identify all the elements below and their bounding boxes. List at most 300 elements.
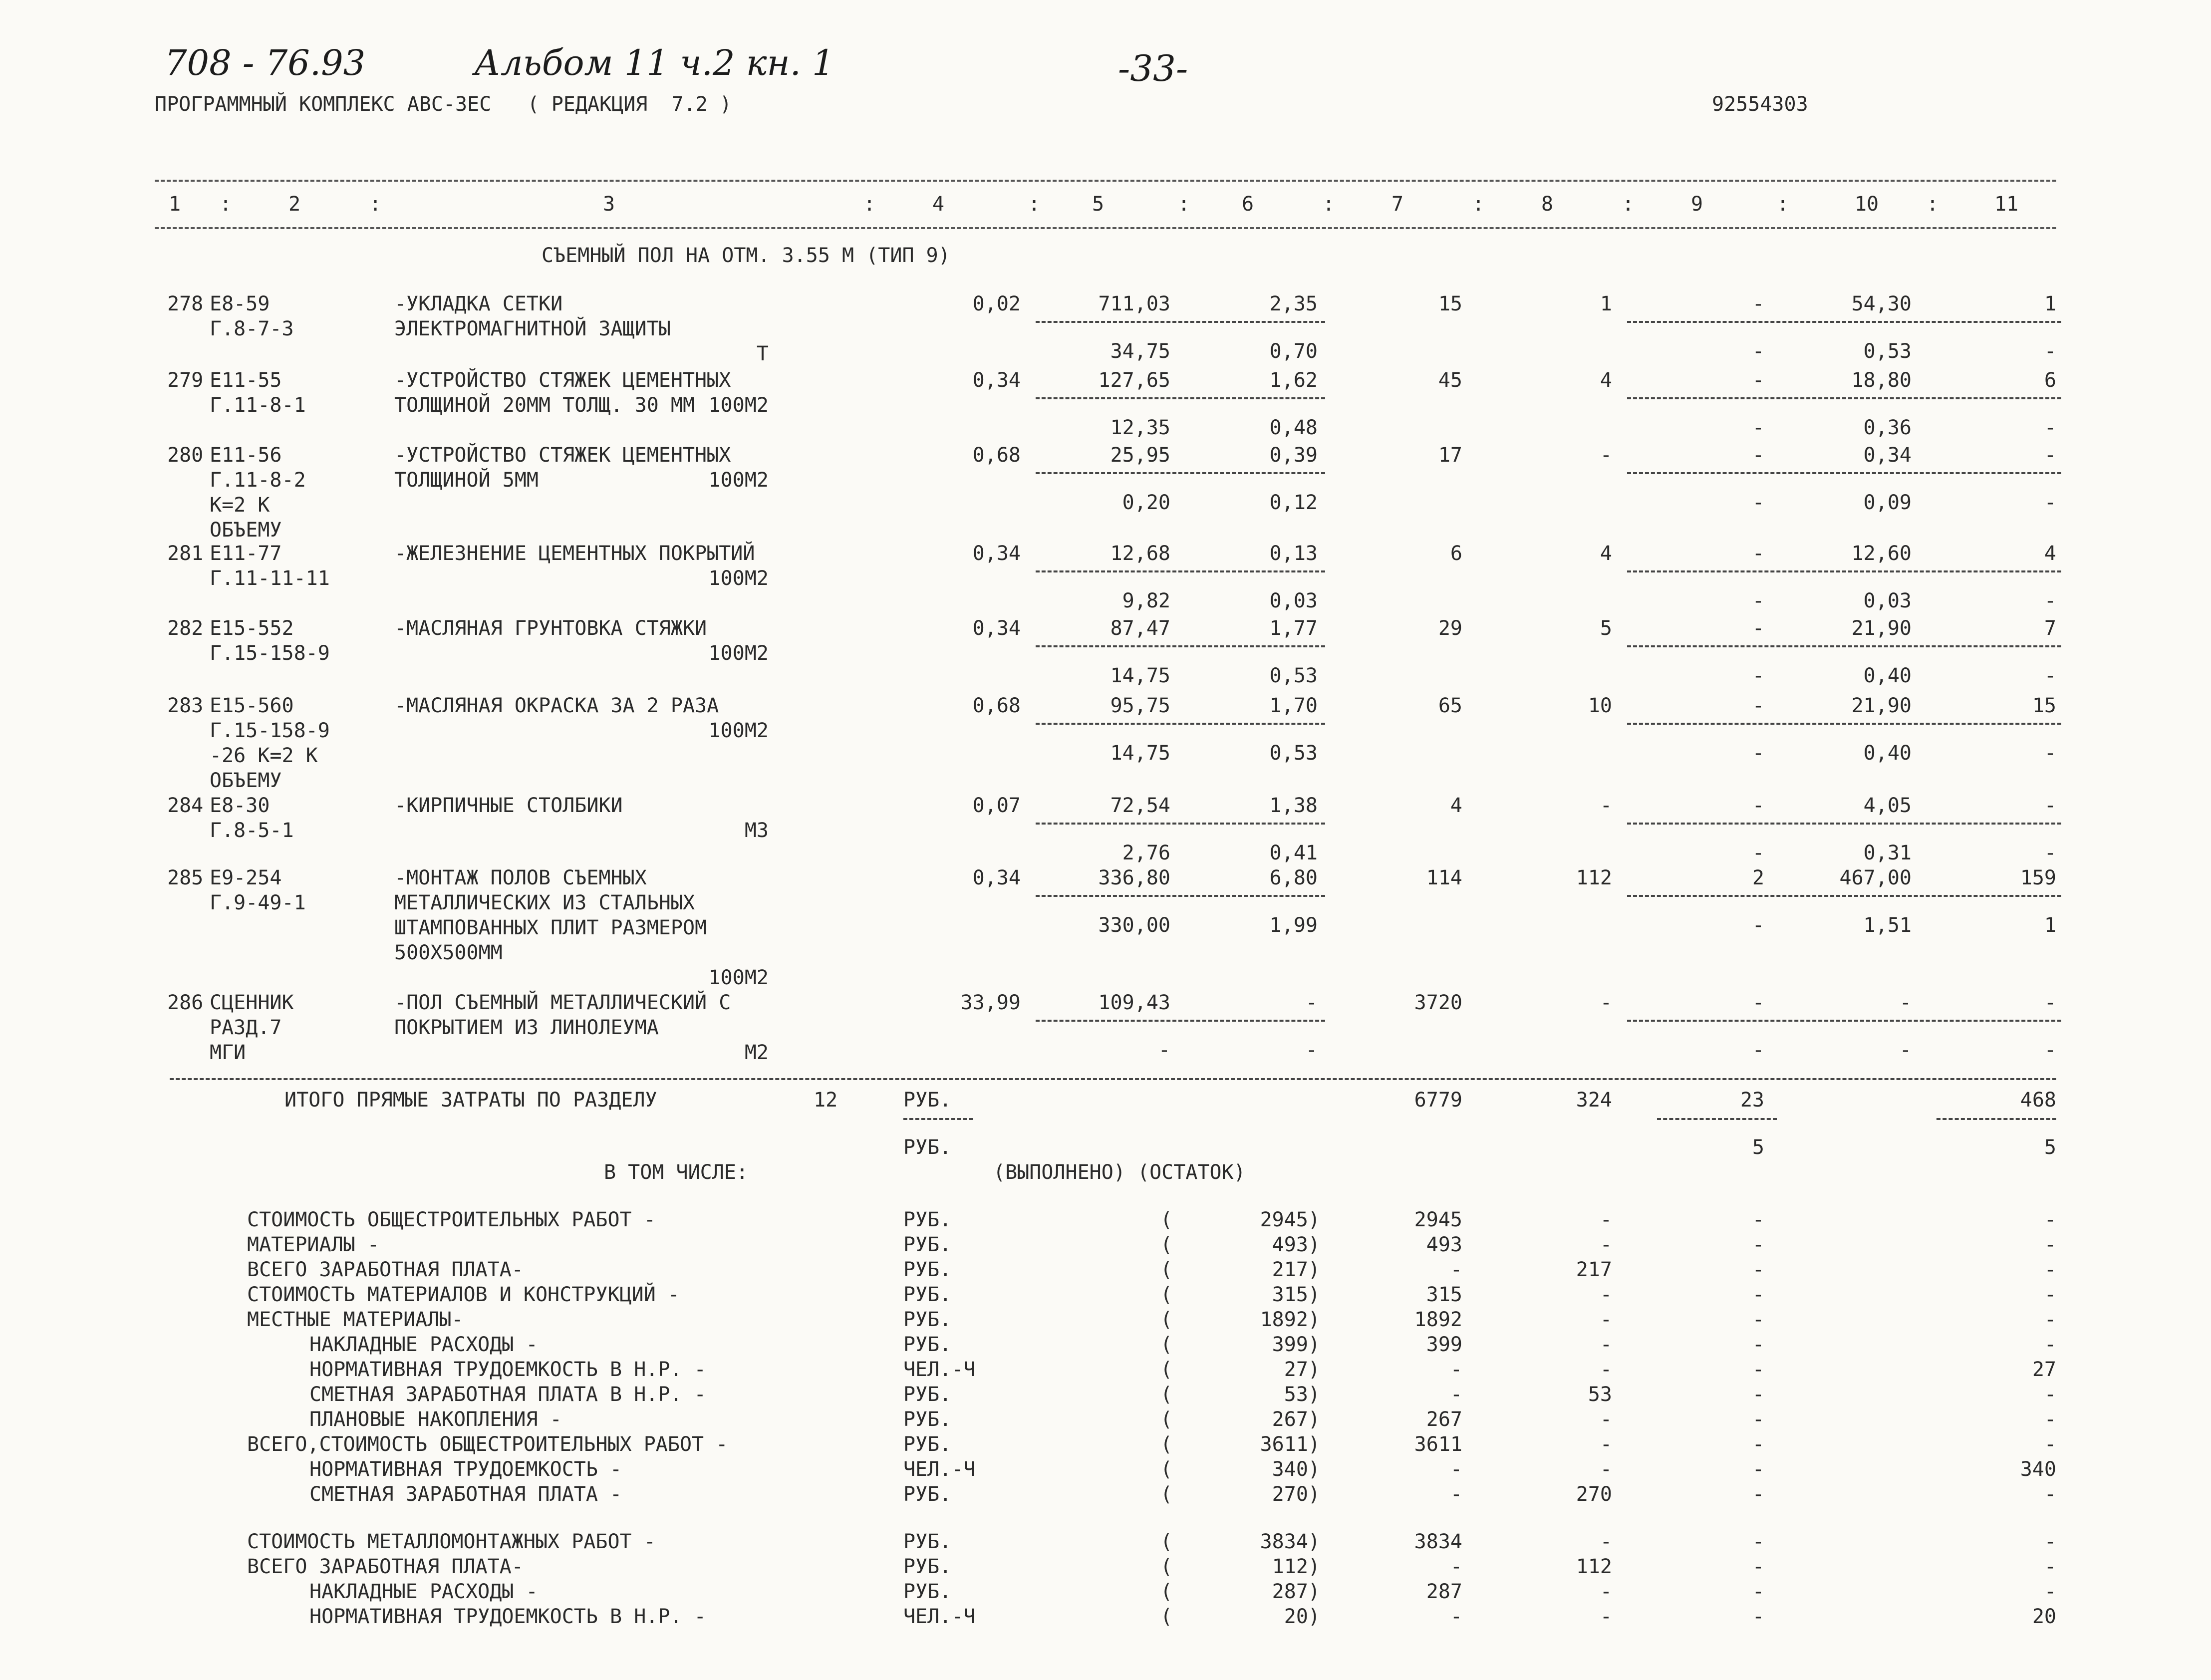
row-col10-wages: 0,31 bbox=[1863, 841, 1912, 864]
row-col6-wages: 0,48 bbox=[1269, 416, 1318, 439]
row-col8: 4 bbox=[1600, 542, 1612, 565]
summary-unit: РУБ. bbox=[903, 1333, 952, 1356]
row-col7: 65 bbox=[1438, 694, 1462, 717]
summary-col8: - bbox=[1600, 1605, 1612, 1628]
row-col5-total: 127,65 bbox=[1098, 369, 1170, 392]
summary-label: ПЛАНОВЫЕ НАКОПЛЕНИЯ - bbox=[309, 1408, 562, 1431]
row-col8: 10 bbox=[1588, 694, 1612, 717]
row-col11-wages: - bbox=[2044, 491, 2056, 514]
summary-paren-open: ( bbox=[1160, 1555, 1173, 1578]
summary-paren-open: ( bbox=[1160, 1605, 1173, 1628]
header-rule-bottom bbox=[155, 227, 2056, 229]
row-col10-wages: - bbox=[1899, 1039, 1912, 1062]
summary-col8: - bbox=[1600, 1233, 1612, 1256]
summary-col8: 112 bbox=[1576, 1555, 1612, 1578]
row-description: 500Х500ММ bbox=[394, 941, 503, 964]
column-separator: : bbox=[369, 193, 382, 216]
row-col10-total: 467,00 bbox=[1839, 866, 1912, 889]
row-code: Г.11-11-11 bbox=[210, 567, 330, 590]
row-divider bbox=[1627, 1020, 2061, 1022]
row-quantity: 33,99 bbox=[960, 991, 1021, 1014]
row-code: ОБЪЕМУ bbox=[210, 519, 282, 542]
row-code: Г.15-158-9 bbox=[210, 719, 330, 742]
row-unit: 100М2 bbox=[708, 966, 769, 989]
row-col5-total: 87,47 bbox=[1110, 617, 1170, 640]
row-col10-wages: 0,03 bbox=[1863, 589, 1912, 612]
row-number: 282 bbox=[167, 617, 204, 640]
row-unit: Т bbox=[756, 342, 769, 365]
summary-paren-value: 287) bbox=[1272, 1580, 1320, 1603]
summary-paren-value: 2945) bbox=[1260, 1208, 1320, 1231]
column-number-7: 7 bbox=[1391, 193, 1404, 216]
row-unit: 100М2 bbox=[708, 642, 769, 665]
summary-paren-value: 315) bbox=[1272, 1283, 1320, 1306]
row-col9-total: - bbox=[1752, 794, 1764, 817]
summary-col8: 270 bbox=[1576, 1483, 1612, 1506]
summary-unit: ЧЕЛ.-Ч bbox=[903, 1358, 976, 1381]
row-number: 279 bbox=[167, 369, 204, 392]
summary-col7: 315 bbox=[1426, 1283, 1462, 1306]
totals-col7: 6779 bbox=[1414, 1089, 1462, 1112]
summary-col7: 267 bbox=[1426, 1408, 1462, 1431]
summary-paren-value: 270) bbox=[1272, 1483, 1320, 1506]
row-code: Е11-55 bbox=[210, 369, 282, 392]
row-code: Г.8-7-3 bbox=[210, 317, 294, 340]
totals-incl-label: В ТОМ ЧИСЛЕ: bbox=[604, 1161, 748, 1184]
totals-rule bbox=[170, 1078, 2056, 1080]
row-col8: 1 bbox=[1600, 292, 1612, 315]
summary-col7: - bbox=[1450, 1383, 1462, 1406]
row-col5-total: 711,03 bbox=[1098, 292, 1170, 315]
row-col6-wages: 1,99 bbox=[1269, 914, 1318, 937]
row-description: -УКЛАДКА СЕТКИ bbox=[394, 292, 563, 315]
summary-col9: - bbox=[1752, 1383, 1764, 1406]
row-col10-total: 18,80 bbox=[1851, 369, 1912, 392]
row-unit: 100М2 bbox=[708, 394, 769, 417]
row-col9-wages: - bbox=[1752, 1039, 1764, 1062]
summary-paren-open: ( bbox=[1160, 1333, 1173, 1356]
column-separator: : bbox=[1472, 193, 1485, 216]
row-quantity: 0,34 bbox=[972, 369, 1021, 392]
row-description: ТОЛЩИНОЙ 5ММ bbox=[394, 469, 539, 492]
row-number: 285 bbox=[167, 866, 204, 889]
row-divider bbox=[1627, 472, 2061, 474]
summary-paren-open: ( bbox=[1160, 1433, 1173, 1456]
row-col11-wages: - bbox=[2044, 742, 2056, 765]
row-col6-wages: 0,70 bbox=[1269, 340, 1318, 363]
summary-col11: - bbox=[2044, 1258, 2056, 1281]
row-unit: 100М2 bbox=[708, 469, 769, 492]
totals-divider bbox=[1936, 1118, 2056, 1120]
summary-col8: - bbox=[1600, 1530, 1612, 1553]
totals-col8: 324 bbox=[1576, 1089, 1612, 1112]
row-col7: 4 bbox=[1450, 794, 1462, 817]
summary-label: НОРМАТИВНАЯ ТРУДОЕМКОСТЬ - bbox=[309, 1458, 622, 1481]
summary-paren-value: 217) bbox=[1272, 1258, 1320, 1281]
summary-col11: - bbox=[2044, 1283, 2056, 1306]
summary-col7: - bbox=[1450, 1258, 1462, 1281]
row-divider bbox=[1036, 397, 1325, 399]
summary-col7: 3611 bbox=[1414, 1433, 1462, 1456]
row-col11-wages: - bbox=[2044, 664, 2056, 687]
row-col10-total: - bbox=[1899, 991, 1912, 1014]
summary-paren-open: ( bbox=[1160, 1530, 1173, 1553]
row-description: -МАСЛЯНАЯ ОКРАСКА ЗА 2 РАЗА bbox=[394, 694, 719, 717]
summary-col7: - bbox=[1450, 1555, 1462, 1578]
row-col9-wages: - bbox=[1752, 340, 1764, 363]
summary-paren-value: 493) bbox=[1272, 1233, 1320, 1256]
row-col5-total: 336,80 bbox=[1098, 866, 1170, 889]
row-col9-wages: - bbox=[1752, 841, 1764, 864]
row-col10-total: 12,60 bbox=[1851, 542, 1912, 565]
summary-label: ВСЕГО ЗАРАБОТНАЯ ПЛАТА- bbox=[247, 1555, 524, 1578]
row-col11-total: - bbox=[2044, 991, 2056, 1014]
summary-col8: - bbox=[1600, 1283, 1612, 1306]
column-number-11: 11 bbox=[1994, 193, 2019, 216]
row-col8: 5 bbox=[1600, 617, 1612, 640]
row-code: -26 К=2 К bbox=[210, 744, 318, 767]
row-col11-total: - bbox=[2044, 444, 2056, 467]
row-col5-total: 25,95 bbox=[1110, 444, 1170, 467]
row-code: Е8-59 bbox=[210, 292, 270, 315]
summary-label: СМЕТНАЯ ЗАРАБОТНАЯ ПЛАТА - bbox=[309, 1483, 622, 1506]
summary-paren-value: 3834) bbox=[1260, 1530, 1320, 1553]
row-col6-total: - bbox=[1305, 991, 1318, 1014]
row-divider bbox=[1627, 823, 2061, 825]
row-col11-total: 15 bbox=[2032, 694, 2056, 717]
summary-col7: - bbox=[1450, 1458, 1462, 1481]
row-description: -МАСЛЯНАЯ ГРУНТОВКА СТЯЖКИ bbox=[394, 617, 707, 640]
summary-col9: - bbox=[1752, 1333, 1764, 1356]
column-separator: : bbox=[220, 193, 232, 216]
summary-label: ВСЕГО ЗАРАБОТНАЯ ПЛАТА- bbox=[247, 1258, 524, 1281]
column-number-2: 2 bbox=[288, 193, 301, 216]
summary-paren-value: 399) bbox=[1272, 1333, 1320, 1356]
row-col10-total: 0,34 bbox=[1863, 444, 1912, 467]
row-col9-wages: - bbox=[1752, 491, 1764, 514]
row-code: Г.9-49-1 bbox=[210, 891, 306, 914]
handwritten-page-number: -33- bbox=[1118, 47, 1188, 89]
row-col6-total: 1,38 bbox=[1269, 794, 1318, 817]
summary-label: СТОИМОСТЬ МАТЕРИАЛОВ И КОНСТРУКЦИЙ - bbox=[247, 1283, 680, 1306]
row-col5-wages: 34,75 bbox=[1110, 340, 1170, 363]
summary-unit: ЧЕЛ.-Ч bbox=[903, 1458, 976, 1481]
summary-paren-value: 267) bbox=[1272, 1408, 1320, 1431]
row-code: К=2 К bbox=[210, 494, 270, 517]
summary-col9: - bbox=[1752, 1233, 1764, 1256]
program-title: ПРОГРАММНЫЙ КОМПЛЕКС АВС-ЗЕС ( РЕДАКЦИЯ 7.2 ) bbox=[155, 93, 732, 116]
summary-col11: - bbox=[2044, 1433, 2056, 1456]
summary-unit: РУБ. bbox=[903, 1233, 952, 1256]
row-col9-total: - bbox=[1752, 991, 1764, 1014]
column-separator: : bbox=[1323, 193, 1335, 216]
row-divider bbox=[1036, 570, 1325, 572]
row-col7: 114 bbox=[1426, 866, 1462, 889]
row-description: -ПОЛ СЪЕМНЫЙ МЕТАЛЛИЧЕСКИЙ С bbox=[394, 991, 731, 1014]
row-number: 280 bbox=[167, 444, 204, 467]
row-code: МГИ bbox=[210, 1041, 246, 1064]
row-col9-total: - bbox=[1752, 617, 1764, 640]
row-col11-wages: 1 bbox=[2044, 914, 2056, 937]
summary-paren-value: 53) bbox=[1284, 1383, 1320, 1406]
summary-col7: - bbox=[1450, 1483, 1462, 1506]
summary-col11: - bbox=[2044, 1308, 2056, 1331]
row-col5-wages: 2,76 bbox=[1122, 841, 1170, 864]
summary-col8: 217 bbox=[1576, 1258, 1612, 1281]
summary-label: СТОИМОСТЬ ОБЩЕСТРОИТЕЛЬНЫХ РАБОТ - bbox=[247, 1208, 656, 1231]
row-code: Е15-552 bbox=[210, 617, 294, 640]
column-separator: : bbox=[1622, 193, 1635, 216]
summary-col11: - bbox=[2044, 1530, 2056, 1553]
column-number-8: 8 bbox=[1541, 193, 1554, 216]
summary-col11: - bbox=[2044, 1333, 2056, 1356]
summary-unit: РУБ. bbox=[903, 1530, 952, 1553]
row-col5-wages: 14,75 bbox=[1110, 664, 1170, 687]
summary-unit: РУБ. bbox=[903, 1258, 952, 1281]
row-description: -КИРПИЧНЫЕ СТОЛБИКИ bbox=[394, 794, 623, 817]
summary-col9: - bbox=[1752, 1530, 1764, 1553]
summary-col8: - bbox=[1600, 1408, 1612, 1431]
row-col7: 6 bbox=[1450, 542, 1462, 565]
row-col10-wages: 0,09 bbox=[1863, 491, 1912, 514]
row-description: МЕТАЛЛИЧЕСКИХ ИЗ СТАЛЬНЫХ bbox=[394, 891, 695, 914]
summary-unit: РУБ. bbox=[903, 1208, 952, 1231]
row-unit: М3 bbox=[744, 819, 769, 842]
summary-paren-value: 340) bbox=[1272, 1458, 1320, 1481]
column-number-10: 10 bbox=[1854, 193, 1879, 216]
row-quantity: 0,07 bbox=[972, 794, 1021, 817]
row-col5-total: 72,54 bbox=[1110, 794, 1170, 817]
row-col9-total: - bbox=[1752, 292, 1764, 315]
row-col6-total: 0,13 bbox=[1269, 542, 1318, 565]
summary-col9: - bbox=[1752, 1258, 1764, 1281]
row-unit: 100М2 bbox=[708, 719, 769, 742]
column-separator: : bbox=[1028, 193, 1041, 216]
row-col10-wages: 0,40 bbox=[1863, 742, 1912, 765]
row-col5-total: 109,43 bbox=[1098, 991, 1170, 1014]
row-unit: 100М2 bbox=[708, 567, 769, 590]
row-col9-total: - bbox=[1752, 444, 1764, 467]
summary-col8: - bbox=[1600, 1208, 1612, 1231]
summary-col9: - bbox=[1752, 1308, 1764, 1331]
row-description: ШТАМПОВАННЫХ ПЛИТ РАЗМЕРОМ bbox=[394, 916, 707, 939]
summary-col9: - bbox=[1752, 1580, 1764, 1603]
row-quantity: 0,34 bbox=[972, 617, 1021, 640]
summary-label: МЕСТНЫЕ МАТЕРИАЛЫ- bbox=[247, 1308, 464, 1331]
row-col6-total: 0,39 bbox=[1269, 444, 1318, 467]
row-col10-wages: 0,36 bbox=[1863, 416, 1912, 439]
row-code: Е8-30 bbox=[210, 794, 270, 817]
summary-paren-open: ( bbox=[1160, 1233, 1173, 1256]
row-code: Е11-56 bbox=[210, 444, 282, 467]
row-quantity: 0,02 bbox=[972, 292, 1021, 315]
row-col5-wages: 14,75 bbox=[1110, 742, 1170, 765]
row-number: 284 bbox=[167, 794, 204, 817]
totals-unit-2: РУБ. bbox=[903, 1136, 952, 1159]
summary-paren-value: 20) bbox=[1284, 1605, 1320, 1628]
row-col7: 17 bbox=[1438, 444, 1462, 467]
row-divider bbox=[1036, 823, 1325, 825]
summary-col8: - bbox=[1600, 1433, 1612, 1456]
row-col6-wages: 0,53 bbox=[1269, 664, 1318, 687]
doc-code: 92554303 bbox=[1712, 93, 1808, 116]
row-code: Е15-560 bbox=[210, 694, 294, 717]
row-divider bbox=[1627, 645, 2061, 647]
row-code: Г.15-158-9 bbox=[210, 642, 330, 665]
column-number-5: 5 bbox=[1092, 193, 1105, 216]
totals-divider bbox=[1657, 1118, 1777, 1120]
row-col6-total: 1,62 bbox=[1269, 369, 1318, 392]
row-col10-total: 4,05 bbox=[1863, 794, 1912, 817]
summary-label: НОРМАТИВНАЯ ТРУДОЕМКОСТЬ В Н.Р. - bbox=[309, 1605, 706, 1628]
row-col5-wages: - bbox=[1158, 1039, 1170, 1062]
row-col9-total: - bbox=[1752, 542, 1764, 565]
summary-unit: РУБ. bbox=[903, 1555, 952, 1578]
row-code: Г.8-5-1 bbox=[210, 819, 294, 842]
row-number: 278 bbox=[167, 292, 204, 315]
summary-col11: - bbox=[2044, 1483, 2056, 1506]
handwritten-album: Альбом 11 ч.2 кн. 1 bbox=[474, 42, 834, 83]
summary-unit: РУБ. bbox=[903, 1483, 952, 1506]
summary-paren-open: ( bbox=[1160, 1308, 1173, 1331]
row-code: Г.11-8-1 bbox=[210, 394, 306, 417]
summary-label: СМЕТНАЯ ЗАРАБОТНАЯ ПЛАТА В Н.Р. - bbox=[309, 1383, 706, 1406]
row-col5-wages: 12,35 bbox=[1110, 416, 1170, 439]
row-divider bbox=[1036, 1020, 1325, 1022]
header-rule-top bbox=[155, 180, 2056, 182]
row-description: -УСТРОЙСТВО СТЯЖЕК ЦЕМЕНТНЫХ bbox=[394, 444, 731, 467]
column-number-9: 9 bbox=[1690, 193, 1703, 216]
row-col9-wages: - bbox=[1752, 742, 1764, 765]
summary-col7: - bbox=[1450, 1358, 1462, 1381]
row-quantity: 0,34 bbox=[972, 866, 1021, 889]
row-col5-total: 12,68 bbox=[1110, 542, 1170, 565]
row-col11-total: 4 bbox=[2044, 542, 2056, 565]
summary-col9: - bbox=[1752, 1605, 1764, 1628]
summary-col11: 20 bbox=[2032, 1605, 2056, 1628]
summary-label: СТОИМОСТЬ МЕТАЛЛОМОНТАЖНЫХ РАБОТ - bbox=[247, 1530, 656, 1553]
totals-section: 12 bbox=[814, 1089, 838, 1112]
row-col6-total: 1,70 bbox=[1269, 694, 1318, 717]
row-col5-wages: 0,20 bbox=[1122, 491, 1170, 514]
row-col9-wages: - bbox=[1752, 416, 1764, 439]
row-col8: - bbox=[1600, 444, 1612, 467]
row-col9-wages: - bbox=[1752, 914, 1764, 937]
row-divider bbox=[1036, 472, 1325, 474]
summary-col9: - bbox=[1752, 1208, 1764, 1231]
row-col9-total: 2 bbox=[1752, 866, 1764, 889]
summary-paren-value: 112) bbox=[1272, 1555, 1320, 1578]
row-code: РАЗД.7 bbox=[210, 1016, 282, 1039]
summary-unit: РУБ. bbox=[903, 1580, 952, 1603]
row-col9-wages: - bbox=[1752, 664, 1764, 687]
summary-col8: - bbox=[1600, 1458, 1612, 1481]
summary-paren-value: 3611) bbox=[1260, 1433, 1320, 1456]
totals-divider bbox=[903, 1118, 973, 1120]
summary-col11: - bbox=[2044, 1233, 2056, 1256]
summary-unit: РУБ. bbox=[903, 1283, 952, 1306]
summary-paren-open: ( bbox=[1160, 1208, 1173, 1231]
row-col8: - bbox=[1600, 991, 1612, 1014]
summary-unit: РУБ. bbox=[903, 1383, 952, 1406]
summary-col11: - bbox=[2044, 1580, 2056, 1603]
row-unit: М2 bbox=[744, 1041, 769, 1064]
row-col6-wages: 0,12 bbox=[1269, 491, 1318, 514]
row-col10-wages: 1,51 bbox=[1863, 914, 1912, 937]
row-col11-wages: - bbox=[2044, 340, 2056, 363]
summary-paren-open: ( bbox=[1160, 1483, 1173, 1506]
summary-col8: 53 bbox=[1588, 1383, 1612, 1406]
summary-col8: - bbox=[1600, 1333, 1612, 1356]
row-col11-wages: - bbox=[2044, 841, 2056, 864]
summary-col9: - bbox=[1752, 1408, 1764, 1431]
row-col11-total: 159 bbox=[2020, 866, 2056, 889]
totals-unit: РУБ. bbox=[903, 1089, 952, 1112]
column-separator: : bbox=[1927, 193, 1939, 216]
row-quantity: 0,34 bbox=[972, 542, 1021, 565]
summary-paren-open: ( bbox=[1160, 1383, 1173, 1406]
row-divider bbox=[1036, 321, 1325, 323]
summary-col11: 340 bbox=[2020, 1458, 2056, 1481]
row-divider bbox=[1627, 723, 2061, 725]
column-number-1: 1 bbox=[168, 193, 181, 216]
row-description: -МОНТАЖ ПОЛОВ СЪЕМНЫХ bbox=[394, 866, 647, 889]
row-divider bbox=[1036, 895, 1325, 897]
summary-unit: РУБ. bbox=[903, 1408, 952, 1431]
row-description: -ЖЕЛЕЗНЕНИЕ ЦЕМЕНТНЫХ ПОКРЫТИЙ bbox=[394, 542, 755, 565]
row-number: 283 bbox=[167, 694, 204, 717]
row-col11-wages: - bbox=[2044, 416, 2056, 439]
summary-paren-open: ( bbox=[1160, 1258, 1173, 1281]
row-col6-total: 2,35 bbox=[1269, 292, 1318, 315]
summary-col9: - bbox=[1752, 1458, 1764, 1481]
row-col5-total: 95,75 bbox=[1110, 694, 1170, 717]
row-divider bbox=[1627, 570, 2061, 572]
summary-col7: 399 bbox=[1426, 1333, 1462, 1356]
row-col7: 3720 bbox=[1414, 991, 1462, 1014]
row-quantity: 0,68 bbox=[972, 694, 1021, 717]
row-code: СЦЕННИК bbox=[210, 991, 294, 1014]
row-description: ЭЛЕКТРОМАГНИТНОЙ ЗАЩИТЫ bbox=[394, 317, 671, 340]
row-col9-total: - bbox=[1752, 369, 1764, 392]
summary-col7: 3834 bbox=[1414, 1530, 1462, 1553]
row-col10-wages: 0,40 bbox=[1863, 664, 1912, 687]
summary-col7: 287 bbox=[1426, 1580, 1462, 1603]
column-separator: : bbox=[1178, 193, 1190, 216]
summary-col7: - bbox=[1450, 1605, 1462, 1628]
summary-col8: - bbox=[1600, 1358, 1612, 1381]
column-number-6: 6 bbox=[1241, 193, 1254, 216]
summary-label: ВСЕГО,СТОИМОСТЬ ОБЩЕСТРОИТЕЛЬНЫХ РАБОТ - bbox=[247, 1433, 728, 1456]
summary-col11: - bbox=[2044, 1383, 2056, 1406]
row-description: ТОЛЩИНОЙ 20ММ ТОЛЩ. 30 ММ bbox=[394, 394, 695, 417]
row-code: Г.11-8-2 bbox=[210, 469, 306, 492]
row-description: ПОКРЫТИЕМ ИЗ ЛИНОЛЕУМА bbox=[394, 1016, 659, 1039]
row-col11-total: 7 bbox=[2044, 617, 2056, 640]
summary-paren-open: ( bbox=[1160, 1408, 1173, 1431]
summary-col7: 493 bbox=[1426, 1233, 1462, 1256]
row-col6-wages: 0,03 bbox=[1269, 589, 1318, 612]
column-number-3: 3 bbox=[602, 193, 615, 216]
row-col6-wages: 0,53 bbox=[1269, 742, 1318, 765]
row-code: Е9-254 bbox=[210, 866, 282, 889]
column-number-4: 4 bbox=[932, 193, 945, 216]
row-number: 281 bbox=[167, 542, 204, 565]
row-col7: 29 bbox=[1438, 617, 1462, 640]
summary-col9: - bbox=[1752, 1358, 1764, 1381]
summary-label: НОРМАТИВНАЯ ТРУДОЕМКОСТЬ В Н.Р. - bbox=[309, 1358, 706, 1381]
row-col6-wages: 0,41 bbox=[1269, 841, 1318, 864]
